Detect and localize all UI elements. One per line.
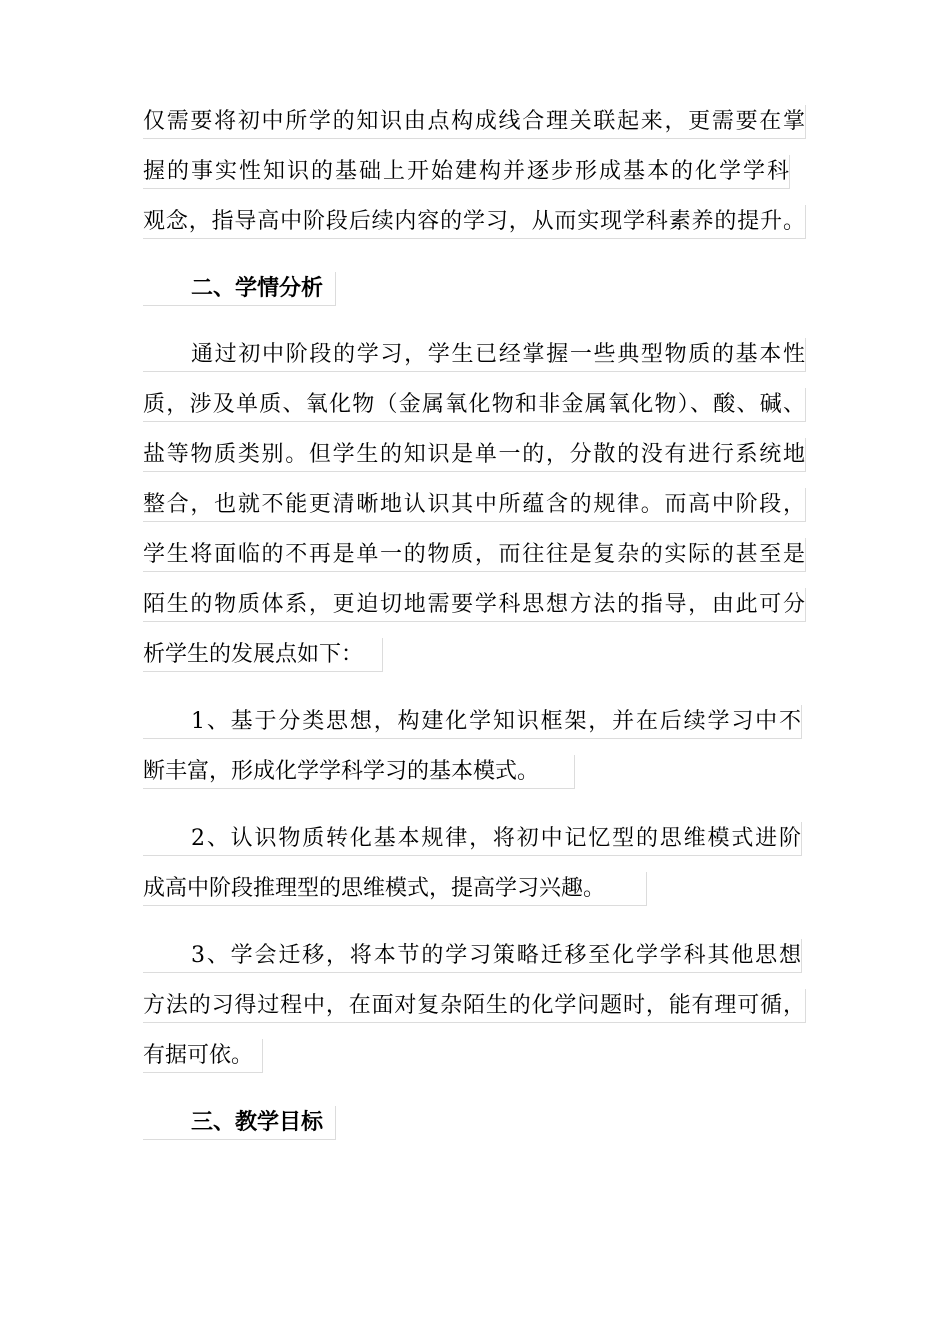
- item-3-line-3: 有据可依。: [143, 1039, 263, 1073]
- item-2-line-1: 2、认识物质转化基本规律，将初中记忆型的思维模式进阶: [143, 822, 802, 856]
- analysis-line-1: 通过初中阶段的学习，学生已经掌握一些典型物质的基本性: [143, 338, 806, 372]
- intro-line-2: 握的事实性知识的基础上开始建构并逐步形成基本的化学学科: [143, 155, 790, 189]
- section-heading-learning-analysis: 二、学情分析: [143, 272, 336, 306]
- item-3-line-1: 3、学会迁移，将本节的学习策略迁移至化学学科其他思想: [143, 939, 802, 973]
- analysis-line-4: 整合，也就不能更清晰地认识其中所蕴含的规律。而高中阶段，: [143, 488, 806, 522]
- analysis-line-6: 陌生的物质体系，更迫切地需要学科思想方法的指导，由此可分: [143, 588, 806, 622]
- intro-line-1: 仅需要将初中所学的知识由点构成线合理关联起来，更需要在掌: [143, 105, 806, 139]
- item-2-line-2: 成高中阶段推理型的思维模式，提高学习兴趣。: [143, 872, 647, 906]
- analysis-line-7: 析学生的发展点如下：: [143, 638, 383, 672]
- item-1-line-2: 断丰富，形成化学学科学习的基本模式。: [143, 755, 575, 789]
- analysis-line-5: 学生将面临的不再是单一的物质，而往往是复杂的实际的甚至是: [143, 538, 806, 572]
- section-heading-teaching-goals: 三、教学目标: [143, 1106, 336, 1140]
- item-1-line-1: 1、基于分类思想，构建化学知识框架，并在后续学习中不: [143, 705, 802, 739]
- intro-line-3: 观念，指导高中阶段后续内容的学习，从而实现学科素养的提升。: [143, 205, 806, 239]
- item-3-line-2: 方法的习得过程中，在面对复杂陌生的化学问题时，能有理可循，: [143, 989, 806, 1023]
- analysis-line-2: 质，涉及单质、氧化物（金属氧化物和非金属氧化物）、酸、碱、: [143, 388, 806, 422]
- analysis-line-3: 盐等物质类别。但学生的知识是单一的，分散的没有进行系统地: [143, 438, 806, 472]
